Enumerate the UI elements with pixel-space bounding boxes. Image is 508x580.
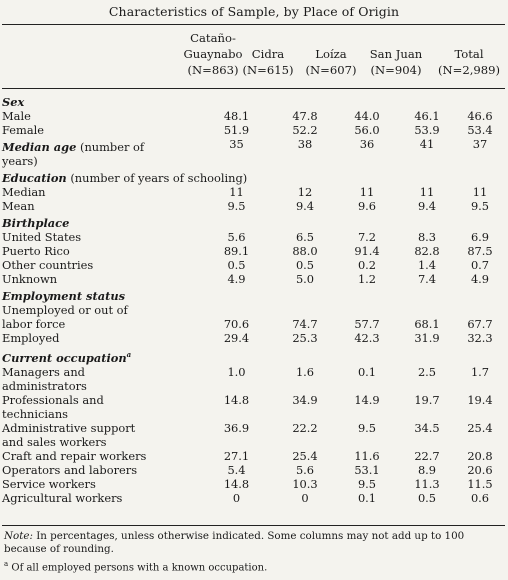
section-heading: Birthplace [2,216,70,230]
table-row: Unemployed or out of 70.6 74.7 57.7 68.1 67.7 [2,303,493,331]
table-row: Administrative support 36.9 22.2 9.5 34.5 25.4 [2,420,493,435]
data-table [2,92,505,505]
column-header-catano-guaynabo: Cataño- Guaynabo (N=863) [183,31,243,77]
table-row-continuation: years) [2,154,38,168]
table-row: Employed 29.4 25.3 42.3 31.9 32.3 [2,331,493,345]
table-footnote: $^a$ Of all employed persons with a known occupation. [4,560,268,574]
table-row-continuation: administrators [2,378,87,393]
table-row: Agricultural workers 0 0 0.1 0.5 0.6 [2,490,490,505]
table-row: Operators and laborers 5.4 5.6 53.1 8.9 20.6 [2,462,493,477]
column-header-loiza: Loíza (N=607) [305,47,357,77]
table-row: Craft and repair workers 27.1 25.4 11.6 22.7 20.8 [2,448,493,463]
table-title: Characteristics of Sample, by Place of Origin [108,4,400,19]
table-row: Service workers 14.8 10.3 9.5 11.3 11.5 [2,476,493,491]
table-row: Unknown 4.9 5.0 1.2 7.4 4.9 [2,272,490,286]
section-heading: Median age (number of 35 38 36 41 37 [2,137,488,154]
section-heading: Education (number of years of schooling) [2,171,248,185]
section-heading: Current occupation$^a$ [2,350,132,365]
table-row-continuation: and sales workers [2,434,107,449]
column-header-san-juan: San Juan (N=904) [369,47,423,77]
column-header-total: Total (N=2,989) [437,47,501,77]
table-row: Median 11 12 11 11 11 [2,185,488,199]
table-row: Managers and 1.0 1.6 0.1 2.5 1.7 [2,364,490,379]
bottom-rule [2,525,505,526]
table-row: Other countries 0.5 0.5 0.2 1.4 0.7 [2,258,490,272]
table-row: Professionals and 14.8 34.9 14.9 19.7 19.4 [2,392,493,407]
header-rule [2,88,505,89]
table-note: Note: In percentages, unless otherwise indicated. Some columns may not add up to 100 because of rounding. [4,530,465,555]
column-header-cidra: Cidra (N=615) [242,47,294,77]
table-row-continuation: technicians [2,406,69,421]
table-row: Female 51.9 52.2 56.0 53.9 53.4 [2,123,493,137]
top-rule [2,24,505,25]
section-heading: Employment status [2,289,126,303]
table-row: Puerto Rico 89.1 88.0 91.4 82.8 87.5 [2,244,493,258]
table-row-continuation: labor force [2,317,66,331]
table-row: Male 48.1 47.8 44.0 46.1 46.6 [2,109,493,123]
table-row: Mean 9.5 9.4 9.6 9.4 9.5 [2,199,490,213]
table-row: United States 5.6 6.5 7.2 8.3 6.9 [2,230,490,244]
section-heading: Sex [2,95,25,109]
